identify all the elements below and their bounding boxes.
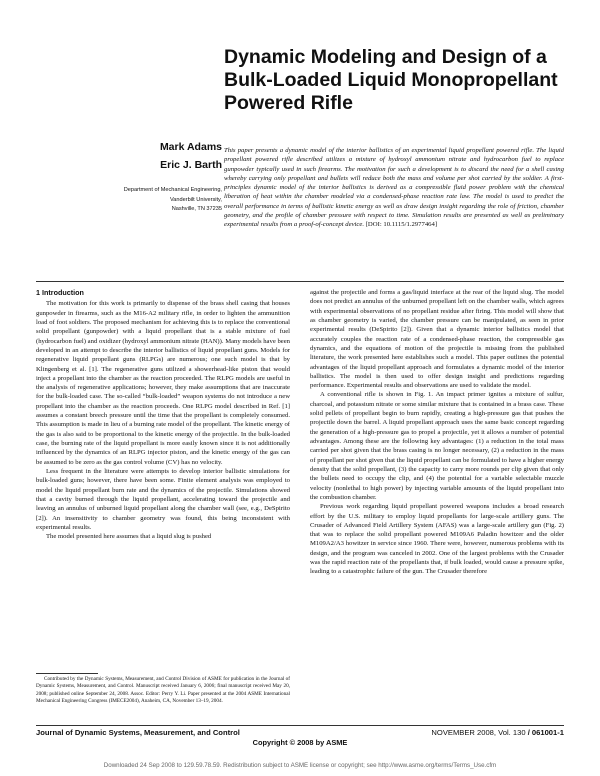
column-right	[310, 288, 564, 577]
footnote-divider	[36, 673, 98, 674]
issue-info	[431, 728, 564, 737]
column-left	[36, 288, 290, 541]
journal-name: Journal of Dynamic Systems, Measurement, and Control	[36, 728, 240, 737]
author-name: Eric J. Barth	[160, 159, 222, 171]
affiliation-line: Department of Mechanical Engineering,	[123, 187, 222, 193]
page-number: / 061001-1	[527, 728, 564, 737]
section-heading: 1 Introduction	[36, 288, 84, 297]
header-divider	[36, 281, 564, 282]
footnote: Contributed by the Dynamic Systems, Measurement, and Control Division of ASME for publication in the Journal of Dynamic Systems, Measurement, and Control. Manuscript received January 6, 2006; final manuscript received May 20, 2008; published online September 24, 2008. Assoc. Editor: Perry Y. Li. Paper presented at the 2004 ASME International Mechanical Engineering Congress (IMECE2004), Anaheim, CA, November 13–19, 2004.	[36, 676, 290, 705]
footer-divider	[36, 725, 564, 726]
author-name: Mark Adams	[159, 141, 222, 153]
paragraph: against the projectile and forms a gas/liquid interface at the rear of the liquid slug. The model does not predict an annulus of the unburned propellant left on the chamber walls, which agrees with experimental observations of no propellant residue after firing. This model will show that as chamber geometry is varied, the chamber pressure can be manipulated, as seen in prior experimental results (DeSpirito [2]). Given that a dynamic interior ballistics model that accurately couples the reaction rate of a condensed-phase reaction, the compressible gas dynamics, and the equations of motion of the projectile is missing from the published literature, the work presented here establishes such a model. This paper outlines the potential advantages of the liquid propellant approach and formulates a dynamic model of the interior ballistics. The model is then used to offer design insight and predictions regarding performance. Experimental results and observations are used to validate the model.	[310, 289, 564, 390]
abstract	[224, 146, 564, 230]
affiliation-line: Nashville, TN 37235	[171, 206, 222, 212]
download-notice: Downloaded 24 Sep 2008 to 129.59.78.59. Redistribution subject to ASME license or copyright; see http://www.asme.org/terms/Terms_Use.cfm	[103, 762, 497, 769]
paragraph: Less frequent in the literature were attempts to develop interior ballistic simulations for bulk-loaded guns; however, there have been some. Finite element analysis was employed to model the liquid propellant burn rate and the dynamics of the projectile. Simulations showed that a cavity burned through the liquid propellant, accelerating toward the projectile and leaving an annulus of unburned liquid propellant along the chamber wall (see, e.g., DeSpirito [2]). An insensitivity to chamber geometry was found, this being inconsistent with experimental results.	[36, 467, 290, 531]
copyright: Copyright © 2008 by ASME	[252, 738, 348, 747]
paragraph: The model presented here assumes that a liquid slug is pushed	[46, 533, 212, 541]
paper-title: Dynamic Modeling and Design of a Bulk-Loaded Liquid Monopropellant Powered Rifle	[224, 46, 558, 114]
paragraph: A conventional rifle is shown in Fig. 1. An impact primer ignites a mixture of sulfur, charcoal, and potassium nitrate or some similar mixture that is contained in a brass case. These solid pellets of propellant begin to burn rapidly, creating a high-pressure gas that pushes the projectile down the barrel. A liquid propellant approach uses the same basic concept regarding the generation of a high-pressure gas to propel a projectile, yet it allows a number of potential advantages. Among these are the following key advantages: (1) a reduction in the total mass carried per shot given that the brass casing is no longer necessary, (2) a reduction in the mass of propellant per shot given that the liquid propellant can be formulated to have a higher energy density that the solid propellant, (3) the capacity to carry more rounds per clip given that only the bullets need to occupy the clip, and (4) the potential for a variable selectable muzzle velocity (nonlethal to high power) by injecting variable amounts of the liquid propellant into the combustion chamber.	[310, 391, 564, 501]
issue-date: NOVEMBER 2008, Vol. 130	[431, 728, 526, 737]
abstract-text: This paper presents a dynamic model of the interior ballistics of an experimental liquid propellant powered rifle. The liquid propellant powered rifle described utilizes a mixture of hydroxyl ammonium nitrate and hydrocarbon fuel to replace gunpowder typically used in such firearms. The motivation for such a development is to discard the need for a shell casing whereby carrying only propellant and bullets will reduce both the mass and volume per shot carried by the soldier. A first-principles dynamic model of the interior ballistics is derived as a compressible fluid power problem with the chemical liberation of heat within the chamber modeled via a condensed-phase reaction rate law. The model is used to predict the overall performance in terms of ballistic kinetic energy as well as draw design insight regarding the role of friction, chamber geometry, and the profile of chamber pressure with respect to time. Simulation results are presented as well as preliminary experimental results from a proof-of-concept device.	[224, 147, 564, 229]
affiliation	[72, 186, 222, 215]
author-list	[160, 141, 222, 177]
paragraph: The motivation for this work is primarily to dispense of the brass shell casing that houses gunpowder in firearms, such as the M16-A2 military rifle, in order to lighten the ammunition load of foot soldiers. The proposed mechanism for achieving this is to replace the conventional solid propellant (gunpowder) with a liquid propellant that is a stable mixture of fuel (hydrocarbon fuel) and oxidizer (hydroxyl ammonium nitrate (HAN)). Many models have been developed in an attempt to describe the interior ballistics of liquid propellant guns. Models for regenerative liquid propellant guns (RLPGs) are numerous; one such model is that by Klingenberg et al. [1]. The regenerative guns utilized a showerhead-like piston that would inject a propellant into the chamber as the reaction proceeded. The RLPG models are useful in the analysis of regenerative applications; however, they make assumptions that are inaccurate for the bulk-loaded case. The so-called “bulk-loaded” weapon systems do not introduce a new propellant into the chamber as the reaction proceeds. One RLPG model described in Ref. [1] assumes a constant breech pressure until the time that the propellant is completely consumed. This assumption is made in lieu of a burning rate model of the propellant. The kinetic energy of the gas is also said to be proportional to the kinetic energy of the projectile. In the bulk-loaded case, the burning rate of the liquid propellant is more easily known since it is not additionally influenced by the dynamics of an RLPG injector piston, and the kinetic energy of the gas can be assumed to be zero as the gas control volume (CV) has no velocity.	[36, 300, 290, 466]
doi: [DOI: 10.1115/1.2977464]	[365, 221, 438, 229]
affiliation-line: Vanderbilt University,	[169, 196, 222, 203]
paragraph: Previous work regarding liquid propellant powered weapons includes a broad research effort by the U.S. military to employ liquid propellants for large-scale artillery guns. The Crusader of Advanced Field Artillery System (AFAS) was a large-scale artillery gun (Fig. 2) that was to replace the solid propellant powered M109A6 Paladin howitzer and the older M109A2/A3 howitzer in service since 1960. There were, however, numerous problems with its design, and the program was canceled in 2002. One of the largest problems with the Crusader was the rapid reaction rate of the propellants that, if bulk loaded, would cause a pressure spike, leading to a catastrophic failure of the gun. The Crusader therefore	[310, 503, 564, 576]
